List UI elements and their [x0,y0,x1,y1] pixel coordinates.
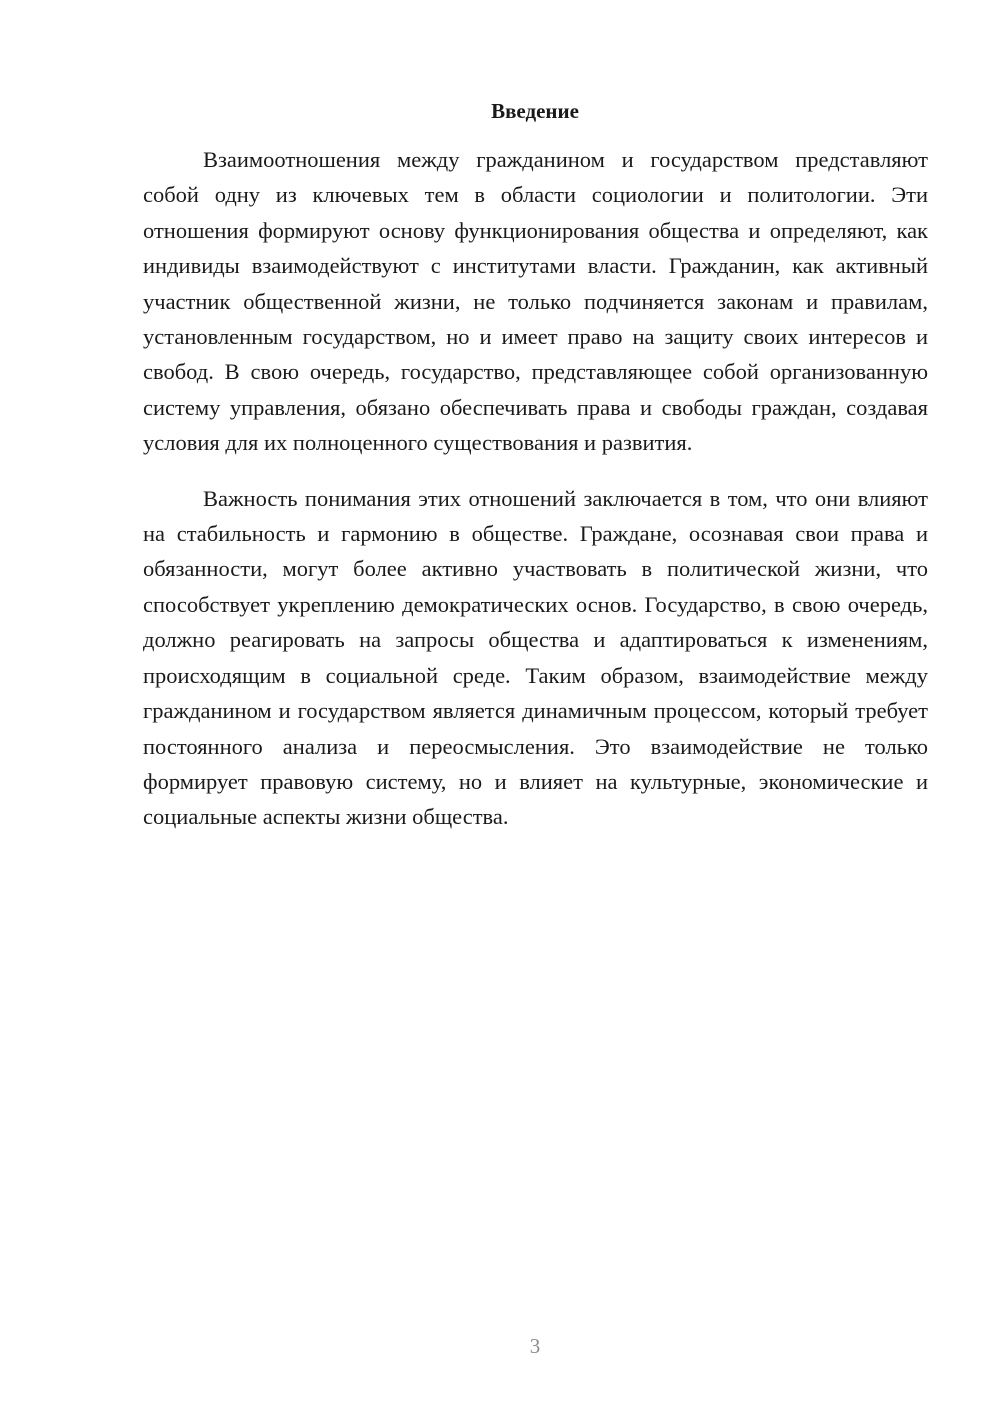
page-number: 3 [529,1334,541,1358]
body-text [143,142,928,835]
section-heading: Введение [491,99,579,123]
paragraph-1: Взаимоотношения между гражданином и государством представляют собой одну из ключевых тем в области социологии и политологии. Эти отношения формируют основу функционирования общества и определяют, как индивиды взаимодействуют с институтами власти. Гражданин, как активный участник общественной жизни, не только подчиняется законам и правилам, установленным государством, но и имеет право на защиту своих интересов и свобод. В свою очередь, государство, представляющее собой организованную систему управления, обязано обеспечивать права и свободы граждан, создавая условия для их полноценного существования и развития. [143,147,928,456]
paragraph-2: Важность понимания этих отношений заключается в том, что они влияют на стабильность и гармонию в обществе. Граждане, осознавая свои права и обязанности, могут более активно участвовать в политической жизни, что способствует укреплению демократических основ. Государство, в свою очередь, должно реагировать на запросы общества и адаптироваться к изменениям, происходящим в социальной среде. Таким образом, взаимодействие между гражданином и государством является динамичным процессом, который требует постоянного анализа и переосмысления. Это взаимодействие не только формирует правовую систему, но и влияет на культурные, экономические и социальные аспекты жизни общества. [143,485,928,830]
